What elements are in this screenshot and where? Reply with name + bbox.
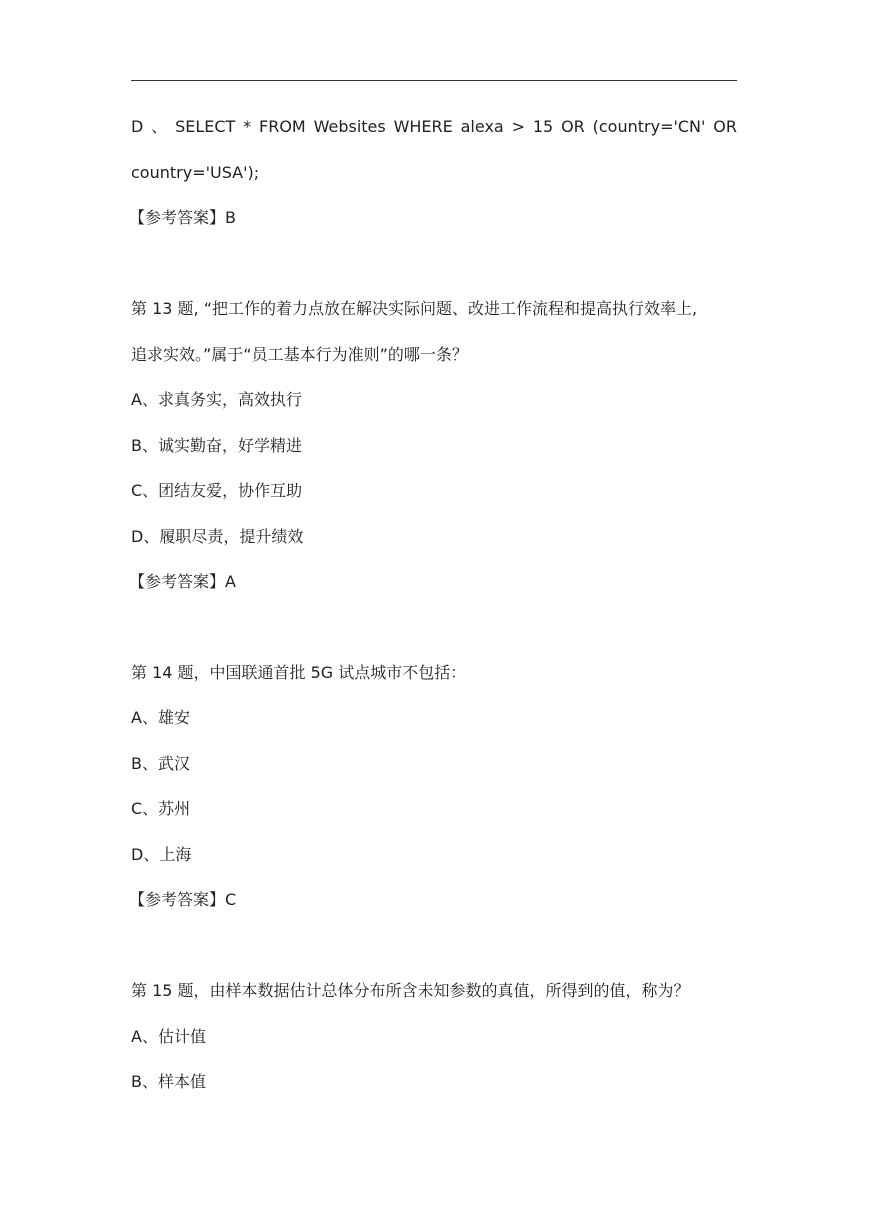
- token: (country='CN': [592, 117, 706, 136]
- token: 15: [532, 117, 554, 136]
- token: OR: [713, 117, 737, 136]
- q14-stem: 第 14 题，中国联通首批 5G 试点城市不包括：: [131, 663, 467, 682]
- token: SELECT: [175, 117, 236, 136]
- q15-stem: 第 15 题，由样本数据估计总体分布所含未知参数的真值，所得到的值，称为？: [131, 981, 690, 1000]
- token: D: [131, 117, 144, 136]
- q15-option-a: A、估计值: [131, 1027, 206, 1046]
- q13-answer: 【参考答案】A: [129, 572, 236, 591]
- token: 、: [151, 117, 168, 136]
- token: FROM: [259, 117, 306, 136]
- prev-option-d-line1: [131, 117, 737, 137]
- token: >: [511, 117, 525, 136]
- q14-option-a: A、雄安: [131, 708, 190, 727]
- q13-option-c: C、团结友爱，协作互助: [131, 481, 303, 500]
- q13-stem-line1: 第 13 题, “把工作的着力点放在解决实际问题、改进工作流程和提高执行效率上,: [131, 299, 698, 318]
- prev-option-d-line2: country='USA');: [131, 163, 260, 182]
- q14-option-c: C、苏州: [131, 799, 191, 818]
- q15-option-b: B、样本值: [131, 1072, 206, 1091]
- q13-option-d: D、履职尽责，提升绩效: [131, 527, 304, 546]
- token: Websites: [313, 117, 386, 136]
- q13-option-b: B、诚实勤奋，好学精进: [131, 436, 302, 455]
- token: OR: [561, 117, 585, 136]
- q14-option-b: B、武汉: [131, 754, 190, 773]
- token: *: [243, 117, 252, 136]
- prev-answer: 【参考答案】B: [129, 208, 236, 227]
- token: alexa: [460, 117, 504, 136]
- q13-stem-line2: 追求实效。”属于“员工基本行为准则”的哪一条？: [131, 345, 468, 364]
- q14-answer: 【参考答案】C: [129, 890, 237, 909]
- q13-option-a: A、求真务实，高效执行: [131, 390, 302, 409]
- q14-option-d: D、上海: [131, 845, 192, 864]
- token: WHERE: [393, 117, 453, 136]
- header-divider: [131, 80, 737, 81]
